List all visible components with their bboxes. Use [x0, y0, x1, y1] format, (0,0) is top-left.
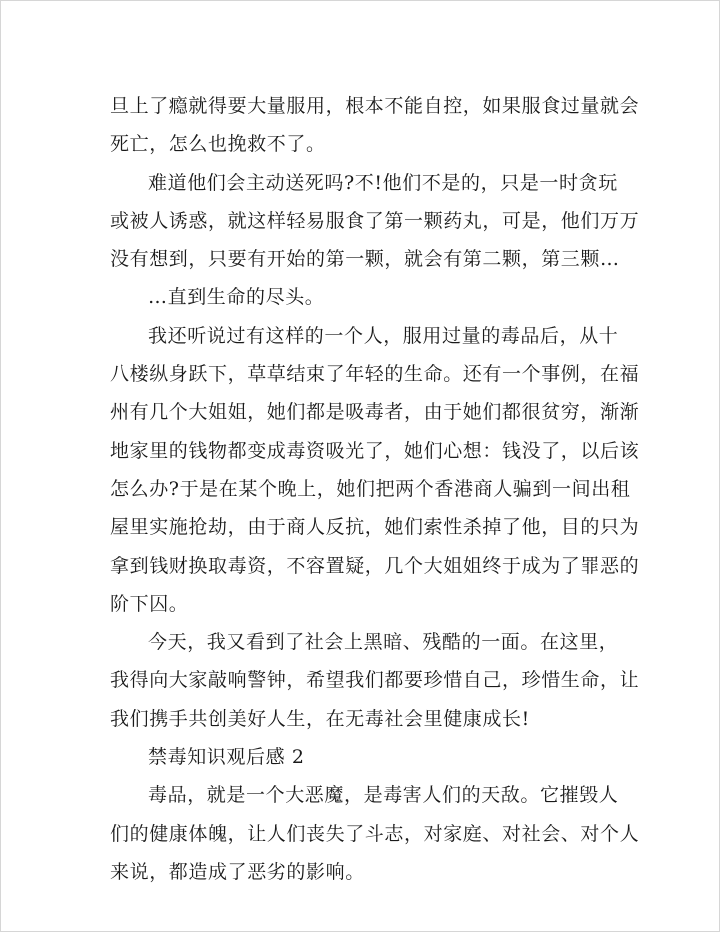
text-line: …直到生命的尽头。: [148, 286, 325, 309]
text-line: 们的健康体魄，让人们丧失了斗志，对家庭、对社会、对个人: [110, 822, 640, 845]
text-line: 来说，都造成了恶劣的影响。: [110, 860, 365, 883]
text-line: 屋里实施抢劫，由于商人反抗，她们索性杀掉了他，目的只为: [110, 516, 640, 539]
document-body: [110, 87, 640, 891]
text-line: 州有几个大姐姐，她们都是吸毒者，由于她们都很贫穷，渐渐: [110, 401, 640, 424]
paragraph-start-line: 我还听说过有这样的一个人，服用过量的毒品后，从十: [148, 324, 619, 347]
text-line: 怎么办?于是在某个晚上，她们把两个香港商人骗到一间出租: [110, 477, 631, 500]
text-line: 阶下囚。: [110, 592, 189, 615]
text-line: 或被人诱惑，就这样轻易服食了第一颗药丸，可是，他们万万: [110, 209, 640, 232]
paragraph-start-line: 难道他们会主动送死吗?不!他们不是的，只是一时贪玩: [148, 171, 618, 194]
text-line: 拿到钱财换取毒资，不容置疑，几个大姐姐终于成为了罪恶的: [110, 554, 640, 577]
paragraph-start-line: 今天，我又看到了社会上黑暗、残酷的一面。在这里，: [148, 631, 619, 654]
text-line: 地家里的钱物都变成毒资吸光了，她们心想：钱没了，以后该: [110, 439, 640, 462]
text-line: 我得向大家敲响警钟，希望我们都要珍惜自己，珍惜生命，让: [110, 669, 640, 692]
text-line: 死亡，怎么也挽救不了。: [110, 133, 326, 156]
text-line: 我们携手共创美好人生，在无毒社会里健康成长!: [110, 707, 530, 730]
paragraph-start-line: 毒品，就是一个大恶魔，是毒害人们的天敌。它摧毁人: [148, 784, 619, 807]
section-heading: 禁毒知识观后感 2: [148, 746, 305, 769]
text-line: 八楼纵身跃下，草草结束了年轻的生命。还有一个事例，在福: [110, 363, 640, 386]
text-line: 旦上了瘾就得要大量服用，根本不能自控，如果服食过量就会: [110, 95, 640, 117]
text-line: 没有想到，只要有开始的第一颗，就会有第二颗，第三颗…: [110, 248, 620, 271]
